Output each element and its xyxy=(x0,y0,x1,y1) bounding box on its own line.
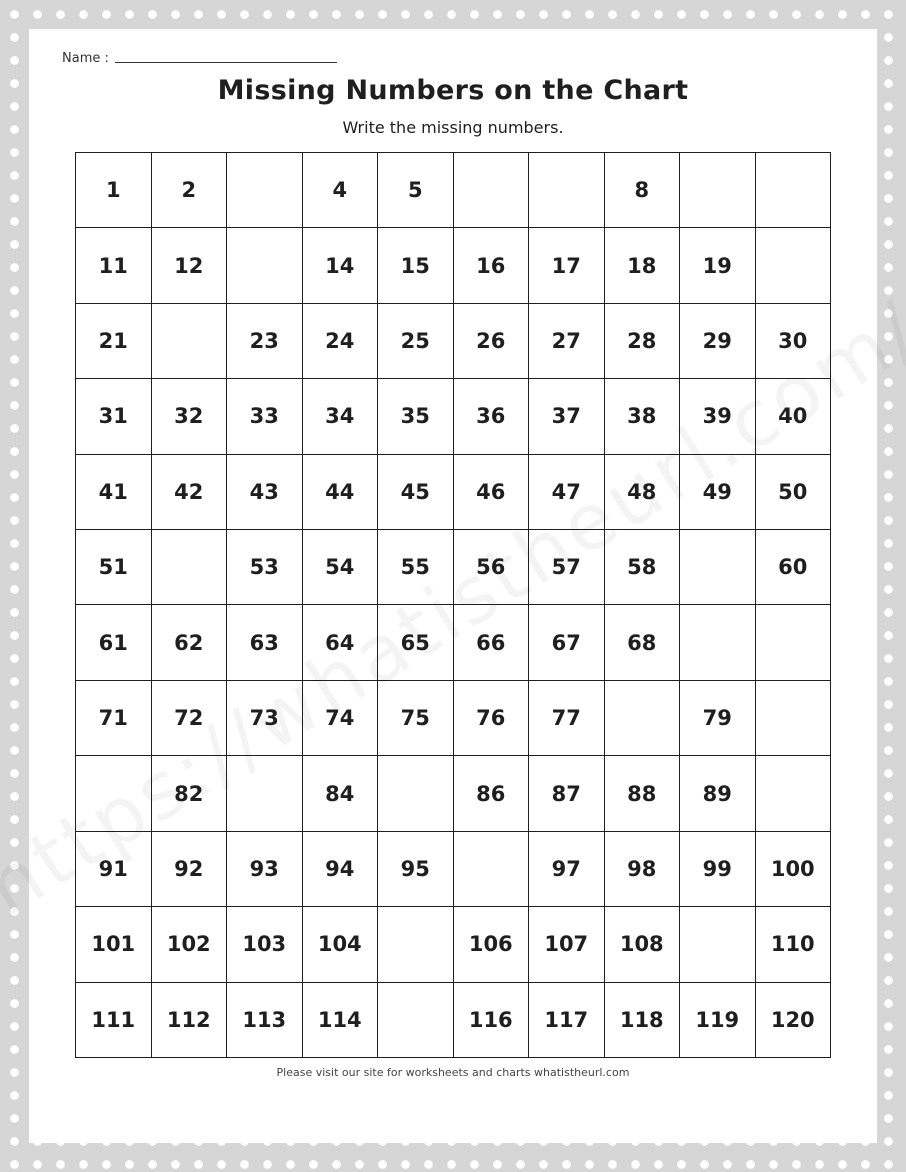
number-cell: 112 xyxy=(152,983,228,1058)
number-cell: 63 xyxy=(227,605,303,680)
number-cell: 15 xyxy=(378,228,454,303)
number-cell: 61 xyxy=(76,605,152,680)
number-cell: 38 xyxy=(605,379,681,454)
name-label: Name : xyxy=(62,51,109,66)
number-cell: 1 xyxy=(76,153,152,228)
number-cell: 104 xyxy=(303,907,379,982)
number-cell: 102 xyxy=(152,907,228,982)
number-cell: 110 xyxy=(756,907,832,982)
number-cell: 93 xyxy=(227,832,303,907)
number-cell: 53 xyxy=(227,530,303,605)
number-cell: 65 xyxy=(378,605,454,680)
number-cell: 60 xyxy=(756,530,832,605)
number-cell: 18 xyxy=(605,228,681,303)
number-cell: 19 xyxy=(680,228,756,303)
name-row xyxy=(62,51,337,66)
blank-number-cell[interactable] xyxy=(756,153,832,228)
number-cell: 50 xyxy=(756,455,832,530)
number-cell: 43 xyxy=(227,455,303,530)
blank-number-cell[interactable] xyxy=(378,983,454,1058)
blank-number-cell[interactable] xyxy=(454,153,530,228)
number-cell: 58 xyxy=(605,530,681,605)
number-cell: 113 xyxy=(227,983,303,1058)
blank-number-cell[interactable] xyxy=(378,907,454,982)
number-cell: 25 xyxy=(378,304,454,379)
blank-number-cell[interactable] xyxy=(680,153,756,228)
page-subtitle: Write the missing numbers. xyxy=(342,118,564,137)
footer-note: Please visit our site for worksheets and charts whatistheurl.com xyxy=(276,1066,630,1079)
number-cell: 39 xyxy=(680,379,756,454)
number-cell: 24 xyxy=(303,304,379,379)
number-cell: 41 xyxy=(76,455,152,530)
number-cell: 95 xyxy=(378,832,454,907)
number-cell: 26 xyxy=(454,304,530,379)
number-cell: 27 xyxy=(529,304,605,379)
number-cell: 34 xyxy=(303,379,379,454)
number-cell: 72 xyxy=(152,681,228,756)
number-cell: 40 xyxy=(756,379,832,454)
number-cell: 49 xyxy=(680,455,756,530)
blank-number-cell[interactable] xyxy=(605,681,681,756)
number-cell: 62 xyxy=(152,605,228,680)
number-cell: 56 xyxy=(454,530,530,605)
number-cell: 108 xyxy=(605,907,681,982)
number-cell: 51 xyxy=(76,530,152,605)
number-cell: 101 xyxy=(76,907,152,982)
number-cell: 94 xyxy=(303,832,379,907)
blank-number-cell[interactable] xyxy=(152,530,228,605)
number-cell: 14 xyxy=(303,228,379,303)
number-cell: 17 xyxy=(529,228,605,303)
number-cell: 100 xyxy=(756,832,832,907)
number-cell: 36 xyxy=(454,379,530,454)
number-cell: 88 xyxy=(605,756,681,831)
number-cell: 89 xyxy=(680,756,756,831)
number-cell: 4 xyxy=(303,153,379,228)
worksheet-page xyxy=(29,29,877,1143)
number-cell: 106 xyxy=(454,907,530,982)
blank-number-cell[interactable] xyxy=(454,832,530,907)
number-cell: 2 xyxy=(152,153,228,228)
number-cell: 71 xyxy=(76,681,152,756)
number-cell: 64 xyxy=(303,605,379,680)
number-cell: 48 xyxy=(605,455,681,530)
number-cell: 31 xyxy=(76,379,152,454)
number-cell: 79 xyxy=(680,681,756,756)
number-cell: 77 xyxy=(529,681,605,756)
number-cell: 5 xyxy=(378,153,454,228)
blank-number-cell[interactable] xyxy=(378,756,454,831)
blank-number-cell[interactable] xyxy=(756,605,832,680)
number-cell: 111 xyxy=(76,983,152,1058)
blank-number-cell[interactable] xyxy=(756,756,832,831)
number-cell: 107 xyxy=(529,907,605,982)
number-cell: 99 xyxy=(680,832,756,907)
number-cell: 116 xyxy=(454,983,530,1058)
number-cell: 28 xyxy=(605,304,681,379)
number-cell: 46 xyxy=(454,455,530,530)
number-cell: 68 xyxy=(605,605,681,680)
number-cell: 76 xyxy=(454,681,530,756)
number-cell: 117 xyxy=(529,983,605,1058)
number-cell: 73 xyxy=(227,681,303,756)
number-cell: 16 xyxy=(454,228,530,303)
number-cell: 33 xyxy=(227,379,303,454)
number-cell: 8 xyxy=(605,153,681,228)
blank-number-cell[interactable] xyxy=(529,153,605,228)
number-cell: 66 xyxy=(454,605,530,680)
blank-number-cell[interactable] xyxy=(680,530,756,605)
number-cell: 119 xyxy=(680,983,756,1058)
number-cell: 92 xyxy=(152,832,228,907)
blank-number-cell[interactable] xyxy=(680,907,756,982)
number-cell: 114 xyxy=(303,983,379,1058)
number-cell: 21 xyxy=(76,304,152,379)
number-cell: 67 xyxy=(529,605,605,680)
number-cell: 120 xyxy=(756,983,832,1058)
number-cell: 30 xyxy=(756,304,832,379)
number-cell: 103 xyxy=(227,907,303,982)
number-cell: 98 xyxy=(605,832,681,907)
number-cell: 37 xyxy=(529,379,605,454)
number-cell: 55 xyxy=(378,530,454,605)
number-cell: 35 xyxy=(378,379,454,454)
number-cell: 74 xyxy=(303,681,379,756)
number-cell: 23 xyxy=(227,304,303,379)
number-cell: 91 xyxy=(76,832,152,907)
number-cell: 42 xyxy=(152,455,228,530)
number-cell: 12 xyxy=(152,228,228,303)
number-cell: 97 xyxy=(529,832,605,907)
number-cell: 84 xyxy=(303,756,379,831)
number-chart-grid xyxy=(75,152,831,1058)
number-cell: 75 xyxy=(378,681,454,756)
number-cell: 47 xyxy=(529,455,605,530)
blank-number-cell[interactable] xyxy=(76,756,152,831)
number-cell: 11 xyxy=(76,228,152,303)
number-cell: 118 xyxy=(605,983,681,1058)
blank-number-cell[interactable] xyxy=(680,605,756,680)
blank-number-cell[interactable] xyxy=(227,153,303,228)
number-cell: 32 xyxy=(152,379,228,454)
blank-number-cell[interactable] xyxy=(756,681,832,756)
blank-number-cell[interactable] xyxy=(152,304,228,379)
number-cell: 82 xyxy=(152,756,228,831)
page-title: Missing Numbers on the Chart xyxy=(217,75,689,106)
blank-number-cell[interactable] xyxy=(227,228,303,303)
number-cell: 54 xyxy=(303,530,379,605)
blank-number-cell[interactable] xyxy=(756,228,832,303)
blank-number-cell[interactable] xyxy=(227,756,303,831)
name-field-line[interactable] xyxy=(115,62,337,63)
number-cell: 44 xyxy=(303,455,379,530)
number-cell: 45 xyxy=(378,455,454,530)
number-cell: 29 xyxy=(680,304,756,379)
number-cell: 57 xyxy=(529,530,605,605)
number-cell: 87 xyxy=(529,756,605,831)
number-cell: 86 xyxy=(454,756,530,831)
